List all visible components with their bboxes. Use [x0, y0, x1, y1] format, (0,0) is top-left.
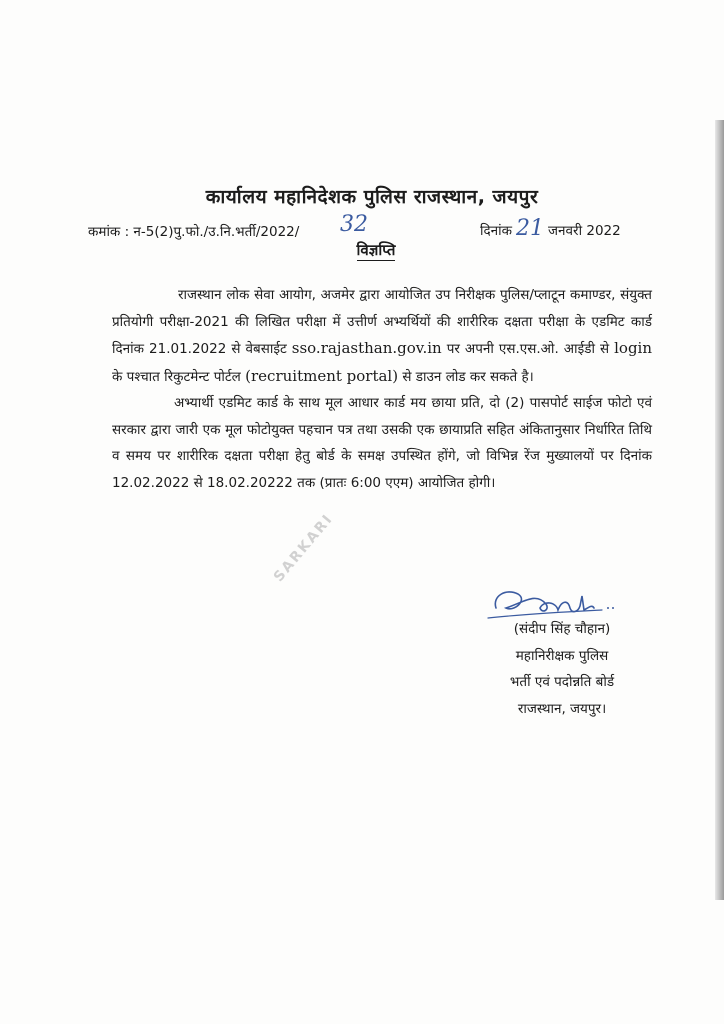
date-month-year: जनवरी 2022	[548, 223, 621, 239]
date-day-handwritten: 21	[516, 216, 545, 241]
date-block	[480, 216, 621, 241]
date-label: दिनांक	[480, 223, 513, 239]
signatory-location: राजस्थान, जयपुर।	[517, 700, 607, 717]
recruitment-portal-text: (recruitment portal)	[245, 366, 399, 385]
watermark: SARKARI	[270, 510, 337, 586]
signatory-block	[462, 616, 662, 722]
para1-text-b: पर अपनी एस.एस.ओ. आईडी से	[446, 341, 610, 357]
signatory-board: भर्ती एवं पदोन्नति बोर्ड	[509, 674, 615, 690]
signatory-name: (संदीप सिंह चौहान)	[513, 621, 611, 637]
notice-body	[112, 282, 652, 496]
office-title: कार्यालय महानिदेशक पुलिस राजस्थान, जयपुर	[205, 186, 539, 208]
para1-text-c: के पश्चात रिकुटमेन्ट पोर्टल	[112, 368, 241, 385]
login-word: login	[614, 339, 652, 357]
paragraph-2: अभ्यार्थी एडमिट कार्ड के साथ मूल आधार कार्ड मय छाया प्रति, दो (2) पासपोर्ट साईज फोटो एवं सरकार द्वारा जारी एक मूल फोटोयुक्त पहचान पत्र तथा उसकी एक छायाप्रति सहित अंकितानुसार निर्धारित तिथि व समय पर शारीरिक दक्षता परीक्षा हेतु बोर्ड के समक्ष उपस्थित होंगे, जो विभिन्न रेंज मुख्यालयों पर दिनांक 12.02.2022 से 18.02.20222 तक (प्रातः 6:00 एएम) आयोजित होगी।	[112, 395, 652, 491]
paragraph-1	[112, 282, 652, 390]
para1-text-d: से डाउन लोड कर सकते है।	[402, 368, 534, 385]
notice-heading-text: विज्ञप्ति	[356, 241, 396, 259]
notice-heading	[0, 240, 724, 260]
signatory-designation: महानिरीक्षक पुलिस	[515, 647, 609, 664]
scan-edge-shadow	[715, 120, 724, 900]
para1-text-a: राजस्थान लोक सेवा आयोग, अजमेर द्वारा आयोजित उप निरीक्षक पुलिस/प्लाटून कमाण्डर, संयुक्त प्रतियोगी परीक्षा-2021 की लिखित परीक्षा में उत्तीर्ण अभ्यर्थियों की शारीरिक दक्षता परीक्षा के एडमिट कार्ड दिनांक 21.01.2022 से वेबसाईट	[112, 287, 652, 357]
reference-number-handwritten: 32	[340, 212, 368, 237]
reference-number-label: कमांक : न-5(2)पु.फो./उ.नि.भर्ती/2022/	[88, 224, 300, 240]
website-url: sso.rajasthan.gov.in	[291, 339, 442, 357]
